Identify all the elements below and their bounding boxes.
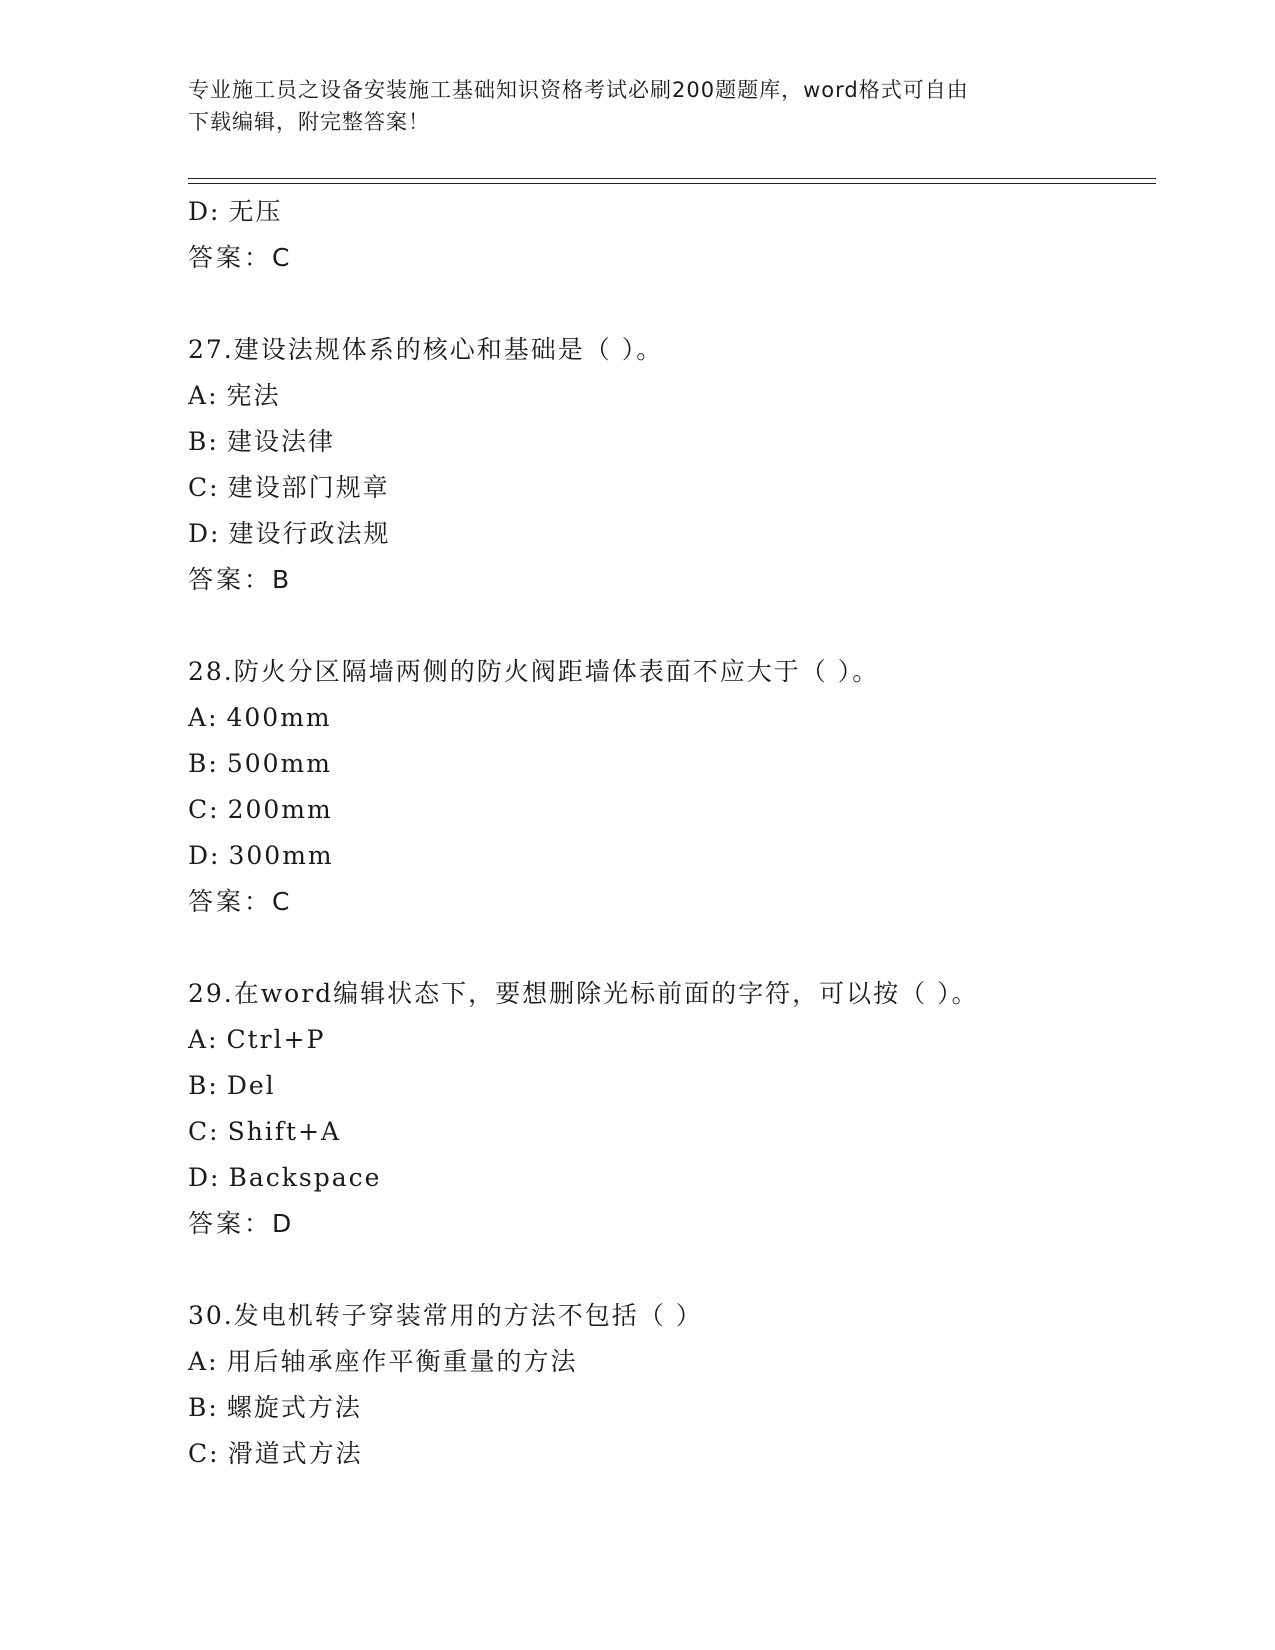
option-letter: B [188, 1071, 209, 1100]
option-text: Del [226, 1071, 276, 1100]
option-text: 300mm [228, 841, 334, 870]
option-text: 建设行政法规 [228, 519, 391, 548]
option-letter: A [188, 703, 209, 732]
answer-value: C [272, 887, 291, 916]
option-b: B: Del [188, 1071, 276, 1100]
option-b: B: 500mm [188, 749, 332, 778]
option-c: C: 200mm [188, 795, 333, 824]
option-d: D: Backspace [188, 1163, 382, 1192]
option-a: A: 400mm [188, 703, 332, 732]
option-b: B: 建设法律 [188, 427, 335, 456]
option-letter: A [188, 1347, 209, 1376]
option-a: A: 用后轴承座作平衡重量的方法 [188, 1347, 578, 1376]
option-text: 无压 [228, 197, 283, 226]
option-letter: C [188, 473, 210, 502]
option-d: D: 300mm [188, 841, 334, 870]
answer-label: 答案： [188, 243, 273, 272]
option-d: D: 无压 [188, 197, 283, 226]
option-c: C: Shift+A [188, 1117, 342, 1146]
answer-label: 答案： [188, 565, 273, 594]
option-a: A: 宪法 [188, 381, 281, 410]
header-divider-bottom [188, 183, 1156, 184]
answer-line [188, 557, 1148, 603]
option-letter: B [188, 749, 209, 778]
option-letter: C [188, 1439, 210, 1468]
option-c: C: 滑道式方法 [188, 1439, 363, 1468]
question-block [188, 189, 1148, 327]
option-a: A: Ctrl+P [188, 1025, 326, 1054]
header-line-2: 下载编辑，附完整答案！ [188, 110, 430, 134]
option-letter: C [188, 795, 210, 824]
question-block [188, 971, 1148, 1293]
option-text: 400mm [226, 703, 332, 732]
document-header [188, 74, 1068, 138]
option-text: Backspace [228, 1163, 382, 1192]
option-c: C: 建设部门规章 [188, 473, 390, 502]
option-text: Ctrl+P [226, 1025, 326, 1054]
answer-line [188, 1201, 1148, 1247]
option-letter: D [188, 841, 211, 870]
option-letter: D [188, 519, 211, 548]
question-text: 28.防火分区隔墙两侧的防火阀距墙体表面不应大于（ ）。 [188, 657, 880, 686]
option-letter: A [188, 381, 209, 410]
question-text: 30.发电机转子穿装常用的方法不包括（ ） [188, 1301, 703, 1330]
question-list [188, 189, 1148, 1477]
question-block [188, 649, 1148, 971]
option-text: 500mm [226, 749, 332, 778]
answer-value: C [272, 243, 291, 272]
option-b: B: 螺旋式方法 [188, 1393, 362, 1422]
answer-line [188, 879, 1148, 925]
answer-label: 答案： [188, 1209, 273, 1238]
answer-value: D [272, 1209, 293, 1238]
answer-label: 答案： [188, 887, 273, 916]
answer-value: B [272, 565, 291, 594]
option-text: 用后轴承座作平衡重量的方法 [226, 1347, 578, 1376]
option-text: 200mm [227, 795, 333, 824]
option-text: Shift+A [227, 1117, 342, 1146]
option-text: 建设法律 [226, 427, 335, 456]
option-letter: A [188, 1025, 209, 1054]
option-text: 建设部门规章 [227, 473, 390, 502]
header-line-1: 专业施工员之设备安装施工基础知识资格考试必刷200题题库，word格式可自由 [188, 78, 969, 102]
option-letter: D [188, 1163, 211, 1192]
option-letter: B [188, 1393, 209, 1422]
option-letter: D [188, 197, 211, 226]
question-text: 29.在word编辑状态下，要想删除光标前面的字符，可以按（ ）。 [188, 979, 979, 1008]
option-text: 滑道式方法 [227, 1439, 363, 1468]
option-text: 宪法 [226, 381, 281, 410]
question-block [188, 327, 1148, 649]
header-divider-top [188, 178, 1156, 179]
option-letter: C [188, 1117, 210, 1146]
question-block [188, 1293, 1148, 1477]
option-letter: B [188, 427, 209, 456]
option-text: 螺旋式方法 [226, 1393, 362, 1422]
question-text: 27.建设法规体系的核心和基础是（ ）。 [188, 335, 664, 364]
option-d: D: 建设行政法规 [188, 519, 391, 548]
answer-line [188, 235, 1148, 281]
